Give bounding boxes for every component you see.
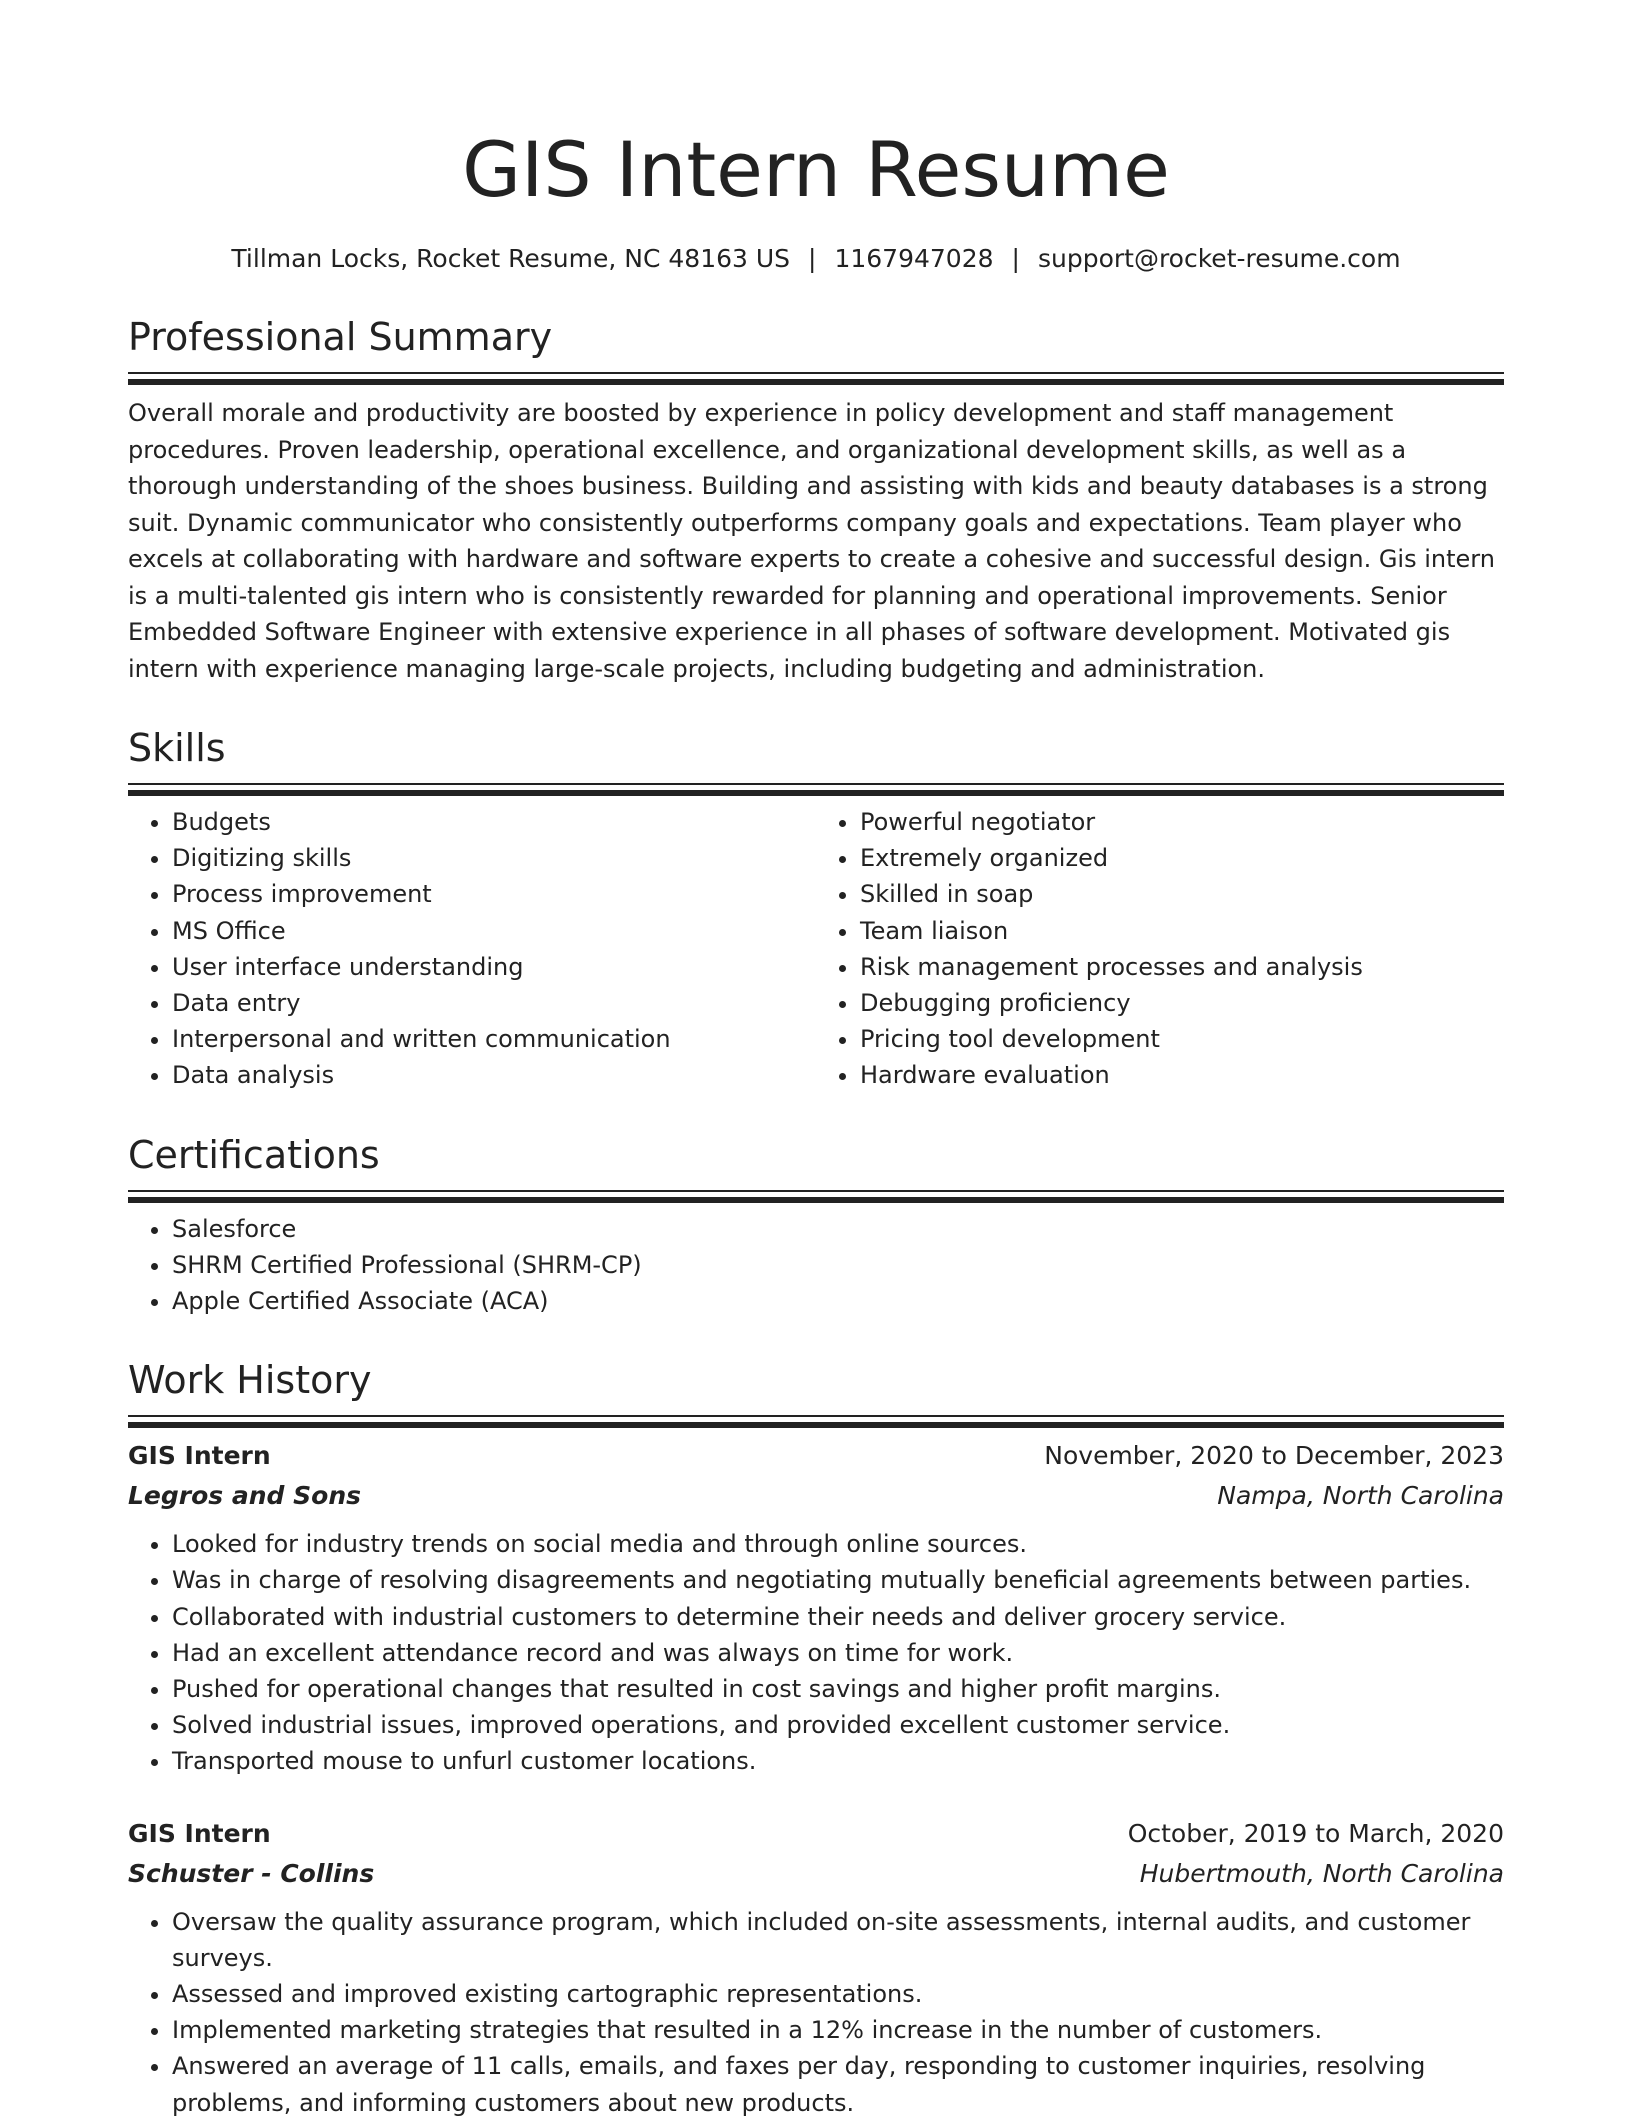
skill-item: • Team liaison <box>860 913 1504 949</box>
job-bullet: • Looked for industry trends on social media and through online sources. <box>172 1526 1504 1562</box>
work-history-section <box>128 1355 1504 2121</box>
job-bullet: • Was in charge of resolving disagreements and negotiating mutually beneficial agreements between parties. <box>172 1562 1504 1598</box>
job-dates: November, 2020 to December, 2023 <box>1044 1441 1504 1471</box>
skills-section <box>128 723 1504 1094</box>
job-title-row <box>128 1436 1504 1476</box>
skill-item: • Powerful negotiator <box>860 804 1504 840</box>
skills-list-right <box>816 804 1504 1094</box>
skill-item: • Data analysis <box>172 1057 816 1093</box>
job-bullet: • Solved industrial issues, improved operations, and provided excellent customer service. <box>172 1707 1504 1743</box>
resume-title: GIS Intern Resume <box>462 125 1170 214</box>
section-divider <box>128 372 1504 379</box>
certifications-list <box>128 1211 1504 1320</box>
contact-address: Tillman Locks, Rocket Resume, NC 48163 US <box>231 244 791 273</box>
skill-item: • Hardware evaluation <box>860 1057 1504 1093</box>
job-title-row <box>128 1814 1504 1854</box>
job-bullet: • Implemented marketing strategies that resulted in a 12% increase in the number of customers. <box>172 2012 1504 2048</box>
certification-item: • Apple Certified Associate (ACA) <box>172 1283 1504 1319</box>
summary-section <box>128 312 1504 687</box>
skill-item: • Process improvement <box>172 876 816 912</box>
skill-item: • Extremely organized <box>860 840 1504 876</box>
job-bullets <box>128 1904 1504 2121</box>
job-title: GIS Intern <box>128 1441 271 1471</box>
skill-item: • Skilled in soap <box>860 876 1504 912</box>
job-dates: October, 2019 to March, 2020 <box>1127 1818 1504 1848</box>
section-heading-skills: Skills <box>128 726 226 770</box>
skill-item: • MS Office <box>172 913 816 949</box>
skill-item: • Pricing tool development <box>860 1021 1504 1057</box>
certification-item: • Salesforce <box>172 1211 1504 1247</box>
job-entry <box>128 1814 1504 2121</box>
certifications-section <box>128 1130 1504 1320</box>
job-entry <box>128 1436 1504 1779</box>
job-bullet: • Pushed for operational changes that resulted in cost savings and higher profit margins. <box>172 1671 1504 1707</box>
job-bullet: • Oversaw the quality assurance program, which included on-site assessments, internal audits, and customer surveys. <box>172 1904 1504 1976</box>
contact-separator: | <box>808 244 817 273</box>
job-company-row <box>128 1476 1504 1516</box>
contact-line <box>128 242 1504 276</box>
job-location: Nampa, North Carolina <box>1217 1481 1504 1511</box>
job-title: GIS Intern <box>128 1818 271 1848</box>
section-heading-summary: Professional Summary <box>128 315 553 359</box>
section-heading-work-history: Work History <box>128 1358 372 1403</box>
skill-item: • Risk management processes and analysis <box>860 949 1504 985</box>
job-bullets <box>128 1526 1504 1779</box>
job-bullet: • Collaborated with industrial customers to determine their needs and deliver grocery service. <box>172 1599 1504 1635</box>
contact-phone: 1167947028 <box>834 244 994 273</box>
skills-list-left <box>128 804 816 1094</box>
job-bullet: • Assessed and improved existing cartographic representations. <box>172 1976 1504 2012</box>
skill-item: • User interface understanding <box>172 949 816 985</box>
certification-item: • SHRM Certified Professional (SHRM-CP) <box>172 1247 1504 1283</box>
skills-columns <box>128 790 1504 1094</box>
skill-item: • Debugging proficiency <box>860 985 1504 1021</box>
skill-item: • Digitizing skills <box>172 840 816 876</box>
section-divider <box>128 783 1504 790</box>
section-divider <box>128 1190 1504 1197</box>
skill-item: • Budgets <box>172 804 816 840</box>
contact-email[interactable]: support@rocket-resume.com <box>1037 244 1401 273</box>
job-company: Schuster - Collins <box>128 1858 375 1888</box>
section-heading-certifications: Certifications <box>128 1132 380 1177</box>
summary-text: Overall morale and productivity are boosted by experience in policy development and staff management procedures. Proven leadership, operational excellence, and organizational development skills, as well as a thorough understanding of the shoes business. Building and assisting with kids and beauty databases is a strong suit. Dynamic communicator who consistently outperforms company goals and expectations. Team player who excels at collaborating with hardware and software experts to create a cohesive and successful design. Gis intern is a multi-talented gis intern who is consistently rewarded for planning and operational improvements. Senior Embedded Software Engineer with extensive experience in all phases of software development. Motivated gis intern with experience managing large-scale projects, including budgeting and administration. <box>128 399 1495 683</box>
skill-item: • Interpersonal and written communication <box>172 1021 816 1057</box>
job-bullet: • Answered an average of 11 calls, emails, and faxes per day, responding to customer inquiries, resolving problems, and informing customers about new products. <box>172 2048 1504 2120</box>
job-company-row <box>128 1854 1504 1894</box>
section-divider <box>128 1415 1504 1422</box>
job-bullet: • Transported mouse to unfurl customer locations. <box>172 1743 1504 1779</box>
job-bullet: • Had an excellent attendance record and was always on time for work. <box>172 1635 1504 1671</box>
job-company: Legros and Sons <box>128 1481 361 1511</box>
job-location: Hubertmouth, North Carolina <box>1139 1858 1504 1888</box>
skill-item: • Data entry <box>172 985 816 1021</box>
contact-separator: | <box>1011 244 1020 273</box>
